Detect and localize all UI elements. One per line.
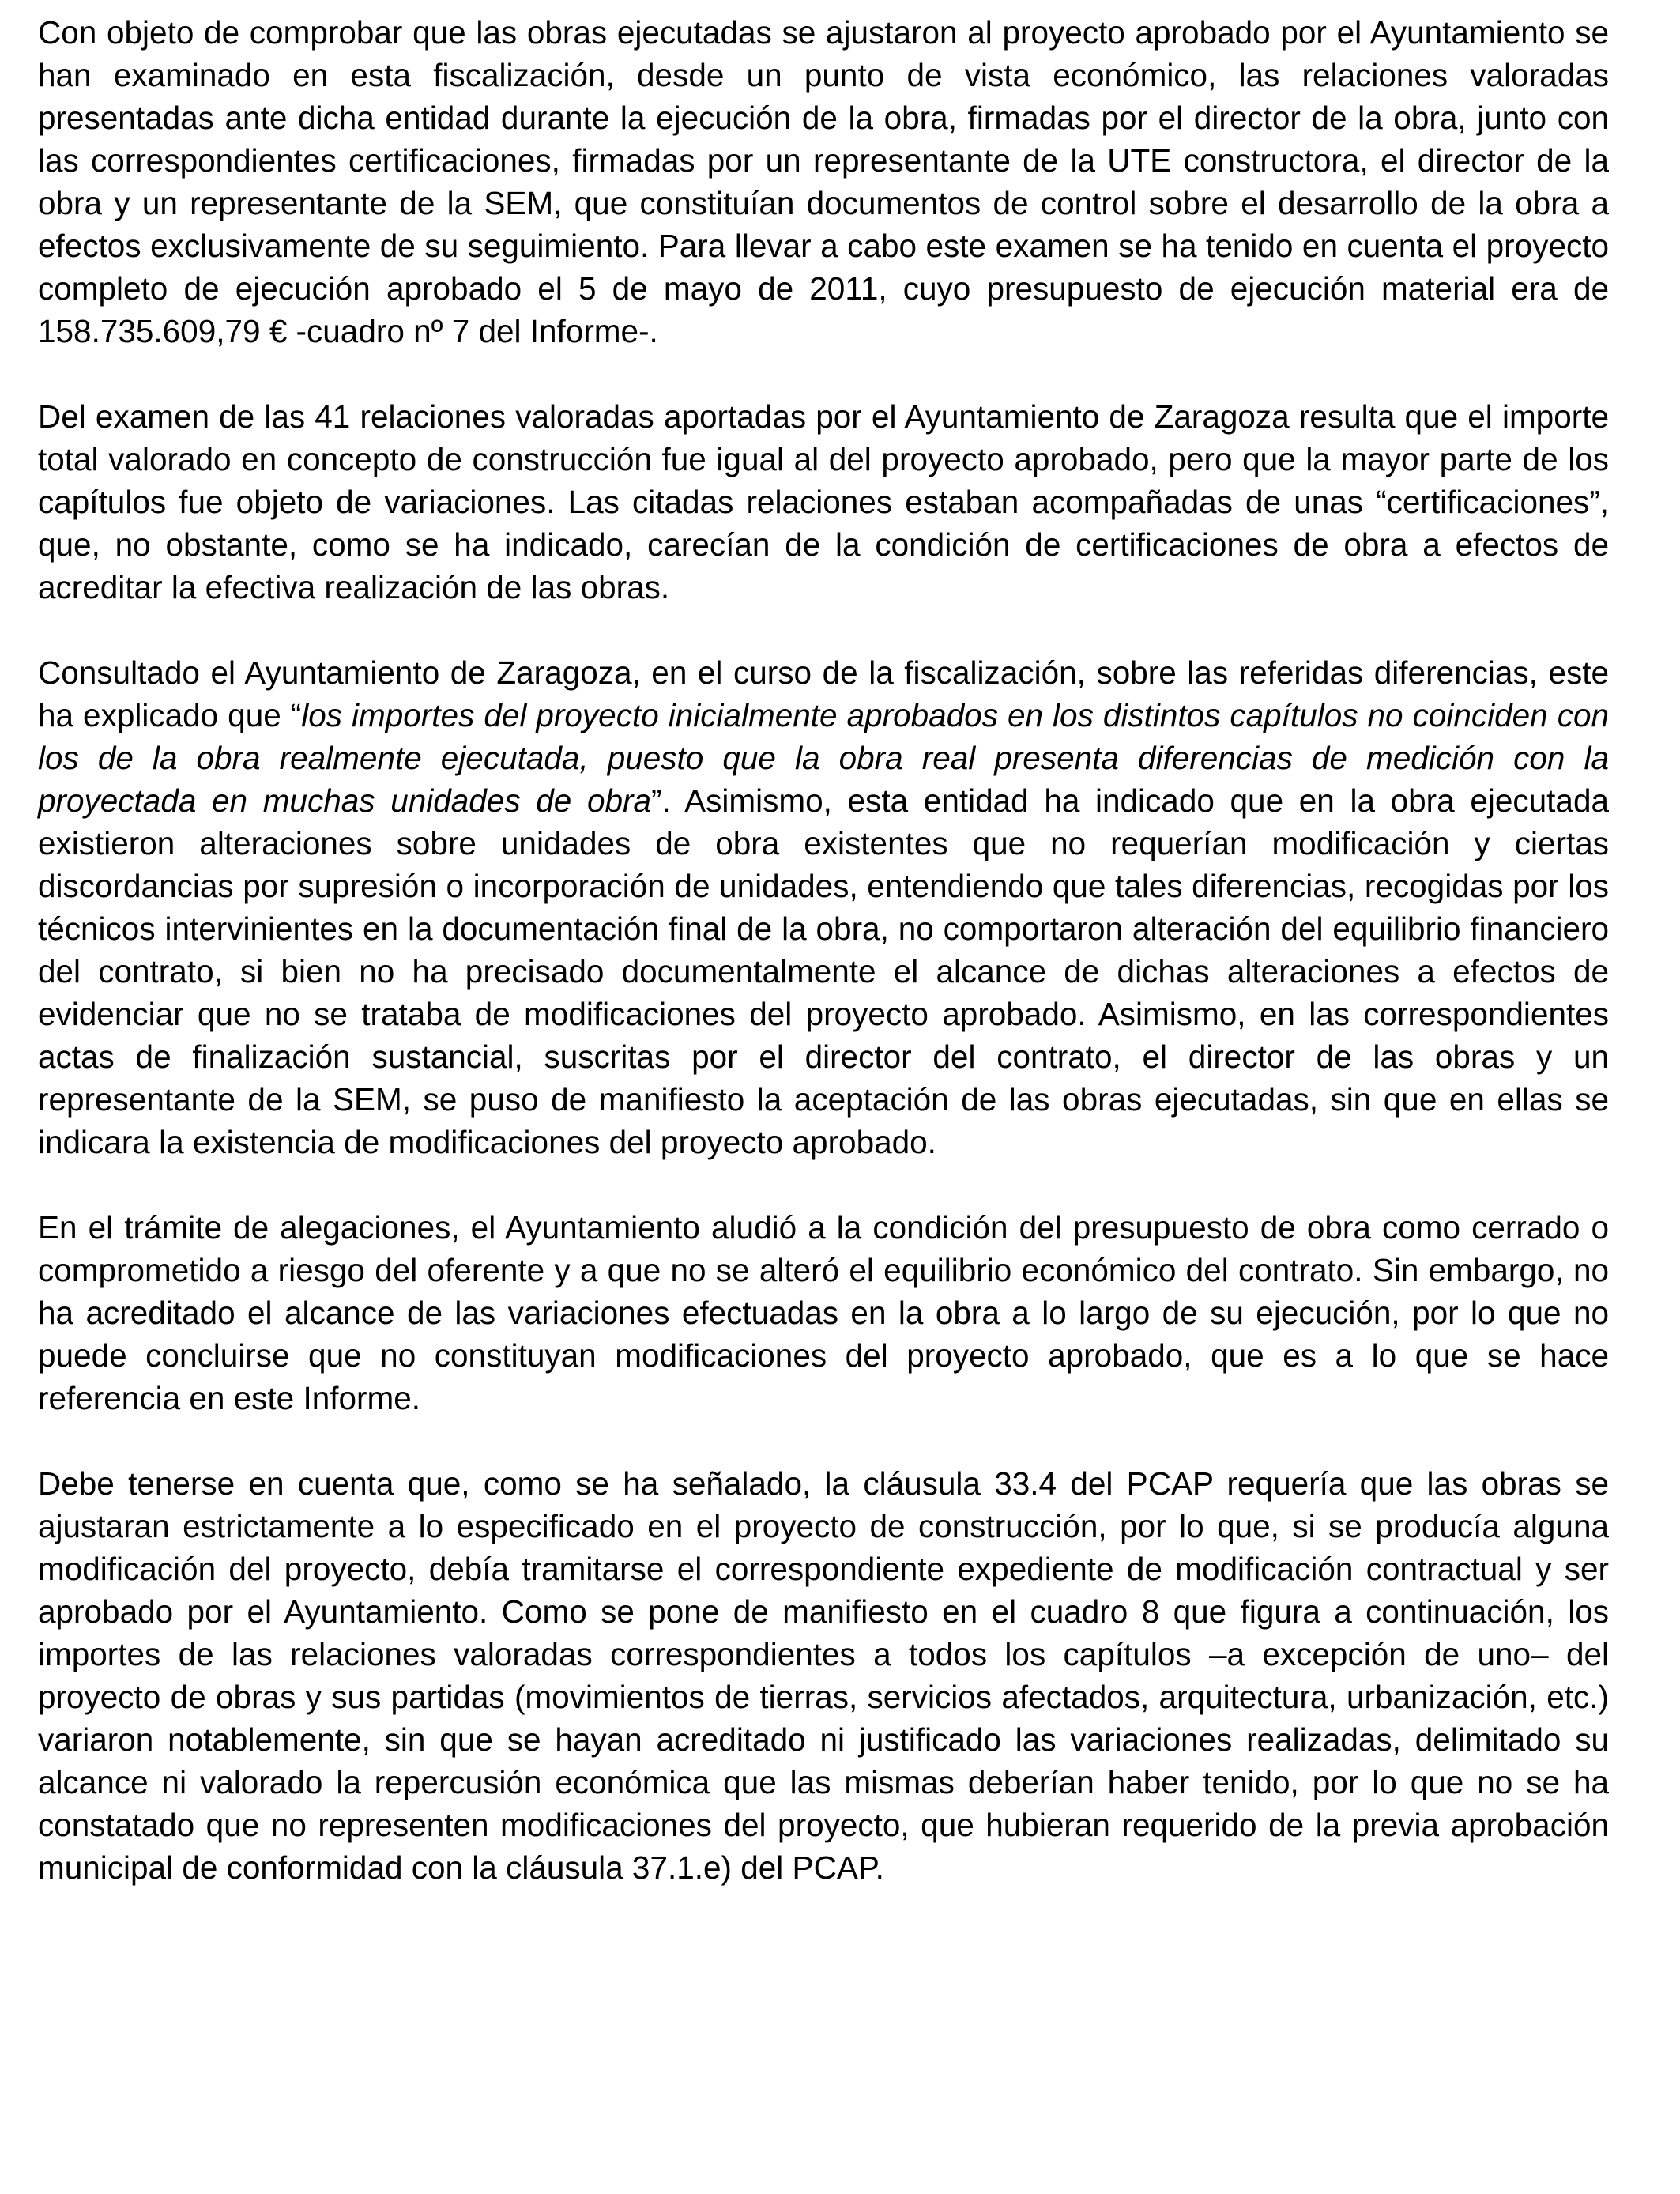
- paragraph-3-intro: Consultado el Ayuntamiento de Zaragoza, en el curso de la fiscalización, sobre las referidas diferencias, este ha explicado que “: [38, 654, 1609, 733]
- paragraph-2: Del examen de las 41 relaciones valoradas aportadas por el Ayuntamiento de Zaragoza resulta que el importe total valorado en concepto de construcción fue igual al del proyecto aprobado, pero que la mayor parte de los capítulos fue objeto de variaciones. Las citadas relaciones estaban acompañadas de unas “certificaciones”, que, no obstante, como se ha indicado, carecían de la condición de certificaciones de obra a efectos de acreditar la efectiva realización de las obras.: [38, 398, 1609, 605]
- document-page: [38, 11, 1609, 1889]
- paragraph-4: En el trámite de alegaciones, el Ayuntamiento aludió a la condición del presupuesto de obra como cerrado o comprometido a riesgo del oferente y a que no se alteró el equilibrio económico del contrato. Sin embargo, no ha acreditado el alcance de las variaciones efectuadas en la obra a lo largo de su ejecución, por lo que no puede concluirse que no constituyan modificaciones del proyecto aprobado, que es a lo que se hace referencia en este Informe.: [38, 1209, 1609, 1416]
- paragraph-3: [38, 651, 1609, 1163]
- paragraph-5: Debe tenerse en cuenta que, como se ha señalado, la cláusula 33.4 del PCAP requería que las obras se ajustaran estrictamente a lo especificado en el proyecto de construcción, por lo que, si se producía alguna modificación del proyecto, debía tramitarse el correspondiente expediente de modificación contractual y ser aprobado por el Ayuntamiento. Como se pone de manifiesto en el cuadro 8 que figura a continuación, los importes de las relaciones valoradas correspondientes a todos los capítulos –a excepción de uno– del proyecto de obras y sus partidas (movimientos de tierras, servicios afectados, arquitectura, urbanización, etc.) variaron notablemente, sin que se hayan acreditado ni justificado las variaciones realizadas, delimitado su alcance ni valorado la repercusión económica que las mismas deberían haber tenido, por lo que no se ha constatado que no representen modificaciones del proyecto, que hubieran requerido de la previa aprobación municipal de conformidad con la cláusula 37.1.e) del PCAP.: [38, 1465, 1609, 1886]
- paragraph-3-rest: ”. Asimismo, esta entidad ha indicado que en la obra ejecutada existieron alteraciones sobre unidades de obra existentes que no requerían modificación y ciertas discordancias por supresión o incorporación de unidades, entendiendo que tales diferencias, recogidas por los técnicos intervinientes en la documentación final de la obra, no comportaron alteración del equilibrio financiero del contrato, si bien no ha precisado documentalmente el alcance de dichas alteraciones a efectos de evidenciar que no se trataba de modificaciones del proyecto aprobado. Asimismo, en las correspondientes actas de finalización sustancial, suscritas por el director del contrato, el director de las obras y un representante de la SEM, se puso de manifiesto la aceptación de las obras ejecutadas, sin que en ellas se indicara la existencia de modificaciones del proyecto aprobado.: [38, 782, 1609, 1160]
- paragraph-3-quote: los importes del proyecto inicialmente aprobados en los distintos capítulos no coinciden con los de la obra realmente ejecutada, puesto que la obra real presenta diferencias de medición con la proyectada en muchas unidades de obra: [38, 697, 1609, 819]
- paragraph-1: Con objeto de comprobar que las obras ejecutadas se ajustaron al proyecto aprobado por el Ayuntamiento se han examinado en esta fiscalización, desde un punto de vista económico, las relaciones valoradas presentadas ante dicha entidad durante la ejecución de la obra, firmadas por el director de la obra, junto con las correspondientes certificaciones, firmadas por un representante de la UTE constructora, el director de la obra y un representante de la SEM, que constituían documentos de control sobre el desarrollo de la obra a efectos exclusivamente de su seguimiento. Para llevar a cabo este examen se ha tenido en cuenta el proyecto completo de ejecución aprobado el 5 de mayo de 2011, cuyo presupuesto de ejecución material era de 158.735.609,79 € -cuadro nº 7 del Informe-.: [38, 14, 1609, 349]
